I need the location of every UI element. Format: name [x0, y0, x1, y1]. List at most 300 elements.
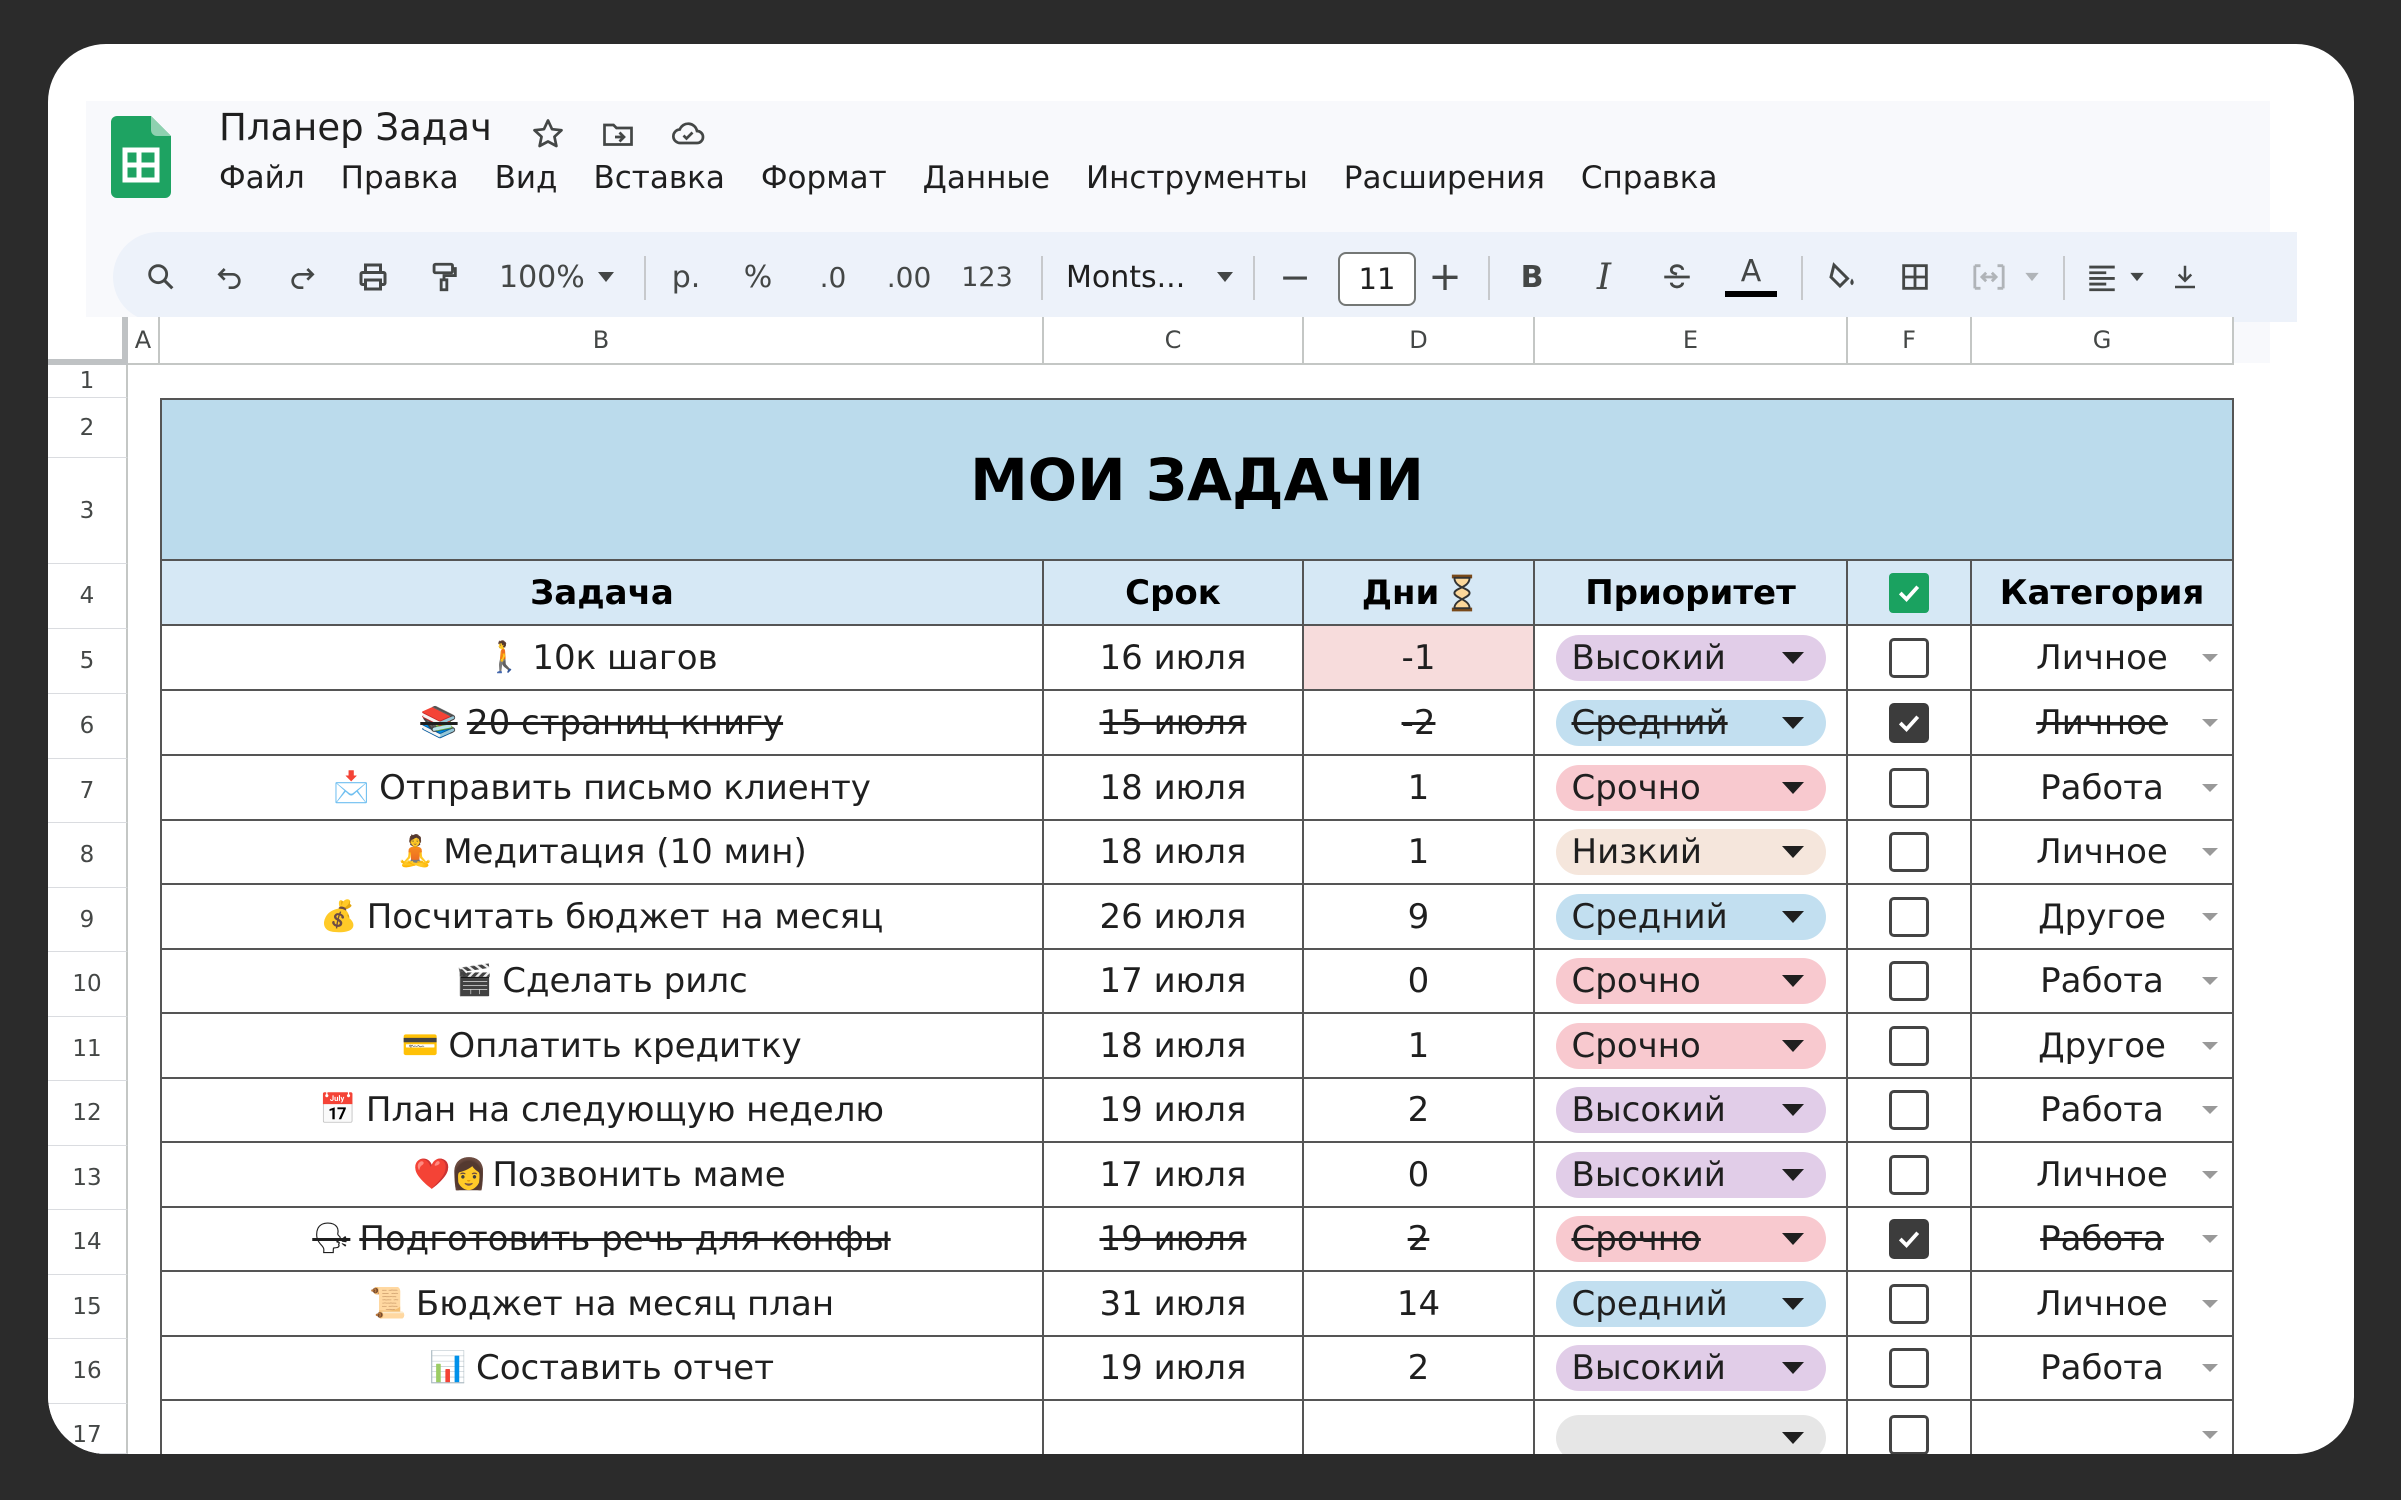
category-dropdown[interactable]: [1972, 1415, 2232, 1454]
toolbar-divider: [1253, 256, 1255, 300]
category-label: Личное: [2036, 831, 2168, 872]
chevron-down-icon: [1782, 1362, 1804, 1374]
header-category[interactable]: Категория: [1972, 561, 2234, 626]
priority-cell[interactable]: [1535, 756, 1848, 821]
done-checkbox-cell: [1848, 691, 1972, 756]
vertical-align-icon[interactable]: [2165, 232, 2205, 322]
task-emoji: 🗣: [312, 1221, 351, 1256]
table-header-row: [160, 561, 2234, 626]
increase-decimal-label: .00: [886, 260, 932, 294]
menu-tools[interactable]: Инструменты: [1085, 160, 1308, 196]
task-cell[interactable]: [160, 949, 1044, 1014]
priority-cell[interactable]: [1535, 626, 1848, 691]
category-label: Работа: [2040, 767, 2164, 808]
column-header-f[interactable]: F: [1848, 317, 1972, 365]
task-emoji: 📊: [429, 1350, 467, 1385]
done-checkbox-cell: [1848, 626, 1972, 691]
done-checkbox-cell: [1848, 949, 1972, 1014]
priority-cell[interactable]: [1535, 691, 1848, 756]
task-cell[interactable]: [160, 1078, 1044, 1143]
category-label: Работа: [2040, 960, 2164, 1001]
increase-font-size-button[interactable]: [1423, 232, 1467, 322]
bold-label: B: [1520, 259, 1544, 295]
task-emoji: 🧘: [396, 834, 434, 869]
task-cell[interactable]: [160, 885, 1044, 950]
priority-dropdown[interactable]: [1556, 1087, 1826, 1133]
priority-dropdown[interactable]: [1556, 1281, 1826, 1327]
category-cell[interactable]: [1972, 1078, 2234, 1143]
row-header-14[interactable]: 14: [48, 1210, 128, 1275]
priority-cell[interactable]: [1535, 1078, 1848, 1143]
italic-label: I: [1596, 256, 1612, 298]
days-left-cell[interactable]: 2: [1304, 1207, 1535, 1272]
due-date-cell[interactable]: 15 июля: [1044, 691, 1304, 756]
decrease-decimal-button[interactable]: [808, 232, 858, 322]
checkbox[interactable]: [1889, 1348, 1929, 1388]
chevron-down-icon: [2202, 1431, 2218, 1439]
more-formats-label: 123: [961, 261, 1013, 293]
menu-help[interactable]: Справка: [1580, 160, 1718, 196]
days-left-cell[interactable]: -2: [1304, 691, 1535, 756]
italic-button[interactable]: [1582, 232, 1626, 322]
priority-label: Низкий: [1571, 831, 1702, 872]
chevron-down-icon: [2202, 913, 2218, 921]
checkbox[interactable]: [1889, 1155, 1929, 1195]
priority-dropdown[interactable]: [1556, 1023, 1826, 1069]
due-date-cell[interactable]: 18 июля: [1044, 820, 1304, 885]
header-priority[interactable]: Приоритет: [1535, 561, 1848, 626]
priority-cell[interactable]: [1535, 949, 1848, 1014]
empty-cell[interactable]: [1044, 1401, 1304, 1454]
chevron-down-icon: [1782, 1432, 1804, 1444]
due-date-cell[interactable]: 31 июля: [1044, 1272, 1304, 1337]
due-date-cell[interactable]: 19 июля: [1044, 1078, 1304, 1143]
header-done[interactable]: [1848, 561, 1972, 626]
priority-dropdown[interactable]: [1556, 700, 1826, 746]
table-row: [160, 820, 2234, 885]
chevron-down-icon: [2202, 848, 2218, 856]
chevron-down-icon[interactable]: [2019, 232, 2045, 322]
priority-cell[interactable]: [1535, 1272, 1848, 1337]
category-dropdown[interactable]: [1972, 703, 2232, 743]
due-date-cell[interactable]: 17 июля: [1044, 1143, 1304, 1208]
category-dropdown[interactable]: [1972, 1090, 2232, 1130]
category-label: Личное: [2036, 1154, 2168, 1195]
days-left-cell[interactable]: 2: [1304, 1078, 1535, 1143]
chevron-down-icon: [1782, 1169, 1804, 1181]
font-name: Monts...: [1066, 259, 1186, 295]
due-date-cell[interactable]: 16 июля: [1044, 626, 1304, 691]
column-header-g[interactable]: G: [1972, 317, 2234, 365]
toolbar-divider: [2063, 256, 2065, 300]
task-cell[interactable]: [160, 691, 1044, 756]
checkbox[interactable]: [1889, 1026, 1929, 1066]
table-row: [160, 1143, 2234, 1208]
done-checkbox-cell: [1848, 885, 1972, 950]
priority-label: Средний: [1571, 702, 1728, 743]
check-icon: [1894, 1224, 1924, 1254]
empty-cell[interactable]: [160, 1401, 1044, 1454]
done-checkbox-cell: [1848, 1336, 1972, 1401]
checkbox[interactable]: [1889, 638, 1929, 678]
text-color-label: A: [1740, 254, 1762, 289]
bold-button[interactable]: [1510, 232, 1554, 322]
priority-cell[interactable]: [1535, 820, 1848, 885]
task-text: Бюджет на месяц план: [415, 1283, 835, 1324]
category-dropdown[interactable]: [1972, 1348, 2232, 1388]
more-formats-button[interactable]: [958, 232, 1016, 322]
done-checkbox-cell: [1848, 1078, 1972, 1143]
category-dropdown[interactable]: [1972, 1219, 2232, 1259]
column-header-d[interactable]: D: [1304, 317, 1535, 365]
category-cell[interactable]: [1972, 1207, 2234, 1272]
zoom-value: 100%: [499, 259, 585, 295]
category-cell[interactable]: [1972, 1014, 2234, 1079]
done-checkbox-cell: [1848, 756, 1972, 821]
row-header-9[interactable]: 9: [48, 888, 128, 952]
done-checkbox-cell: [1848, 1014, 1972, 1079]
category-dropdown[interactable]: [1972, 768, 2232, 808]
row-header-3[interactable]: 3: [48, 458, 128, 564]
text-color-button[interactable]: [1723, 232, 1779, 322]
task-cell[interactable]: [160, 626, 1044, 691]
redo-icon[interactable]: [279, 232, 325, 322]
zoom-select[interactable]: [499, 232, 591, 322]
priority-dropdown[interactable]: [1556, 765, 1826, 811]
chevron-down-icon: [2202, 1364, 2218, 1372]
row-header-2[interactable]: 2: [48, 398, 128, 458]
font-select[interactable]: [1066, 232, 1196, 322]
priority-label: Средний: [1571, 896, 1728, 937]
category-cell[interactable]: [1972, 756, 2234, 821]
menu-file[interactable]: Файл: [219, 160, 305, 196]
task-cell[interactable]: [160, 1207, 1044, 1272]
header-due[interactable]: Срок: [1044, 561, 1304, 626]
priority-cell[interactable]: [1535, 1336, 1848, 1401]
column-header-a[interactable]: A: [128, 317, 160, 365]
paint-format-icon[interactable]: [421, 232, 467, 322]
table-row-empty: [160, 1401, 2234, 1454]
check-mark-icon: [1889, 573, 1929, 613]
row-header-10[interactable]: 10: [48, 952, 128, 1017]
category-cell[interactable]: [1972, 1143, 2234, 1208]
due-date-cell[interactable]: 26 июля: [1044, 885, 1304, 950]
priority-cell[interactable]: [1535, 885, 1848, 950]
checkbox[interactable]: [1889, 961, 1929, 1001]
table-row: [160, 1207, 2234, 1272]
spreadsheet-grid: [48, 317, 2354, 1454]
checkbox[interactable]: [1889, 1415, 1929, 1454]
checkbox[interactable]: [1889, 832, 1929, 872]
task-text: Медитация (10 мин): [443, 831, 807, 872]
task-emoji: ❤️👩: [412, 1157, 488, 1192]
chevron-down-icon: [2202, 1171, 2218, 1179]
fill-color-icon[interactable]: [1819, 232, 1867, 322]
checkbox[interactable]: [1889, 897, 1929, 937]
priority-label: Высокий: [1571, 1347, 1726, 1388]
select-all-corner[interactable]: [48, 317, 128, 365]
menu-extensions[interactable]: Расширения: [1343, 160, 1545, 196]
priority-dropdown[interactable]: [1556, 1216, 1826, 1262]
decrease-decimal-label: .0: [819, 260, 847, 294]
priority-label: Срочно: [1571, 1025, 1701, 1066]
priority-dropdown[interactable]: [1556, 1415, 1826, 1454]
task-emoji: 💰: [320, 899, 358, 934]
percent-format-button[interactable]: [736, 232, 780, 322]
menu-format[interactable]: Формат: [760, 160, 887, 196]
document-title[interactable]: Планер Задач: [219, 106, 492, 149]
empty-cell[interactable]: [1304, 1401, 1535, 1454]
chevron-down-icon: [2202, 1106, 2218, 1114]
task-emoji: 🎬: [455, 963, 493, 998]
category-label: Другое: [2038, 1025, 2166, 1066]
chevron-down-icon: [1782, 1233, 1804, 1245]
chevron-down-icon: [2202, 784, 2218, 792]
category-label: Личное: [2036, 702, 2168, 743]
days-left-cell[interactable]: 2: [1304, 1336, 1535, 1401]
toolbar: [113, 232, 2297, 322]
chevron-down-icon: [1782, 1040, 1804, 1052]
row-header-7[interactable]: 7: [48, 759, 128, 823]
check-icon: [1894, 708, 1924, 738]
table-row: [160, 885, 2234, 950]
category-dropdown[interactable]: [1972, 1026, 2232, 1066]
sheet-banner-title: МОИ ЗАДАЧИ: [160, 398, 2234, 561]
done-checkbox-cell: [1848, 820, 1972, 885]
due-date-cell[interactable]: 18 июля: [1044, 1014, 1304, 1079]
task-emoji: 🚶: [485, 640, 524, 675]
menu-view[interactable]: Вид: [494, 160, 558, 196]
days-left-cell[interactable]: 0: [1304, 949, 1535, 1014]
checkbox-checked[interactable]: [1889, 703, 1929, 743]
priority-cell[interactable]: [1535, 1207, 1848, 1272]
category-dropdown[interactable]: [1972, 1284, 2232, 1324]
align-left-icon[interactable]: [2079, 232, 2125, 322]
category-label: Личное: [2036, 637, 2168, 678]
checkbox[interactable]: [1889, 1090, 1929, 1130]
category-cell[interactable]: [1972, 949, 2234, 1014]
row-header-5[interactable]: 5: [48, 629, 128, 694]
category-dropdown[interactable]: [1972, 638, 2232, 678]
checkbox[interactable]: [1889, 1284, 1929, 1324]
task-text: Сделать рилс: [502, 960, 748, 1001]
task-emoji: 📅: [319, 1092, 357, 1127]
task-text: Позвонить маме: [492, 1154, 786, 1195]
menu-insert[interactable]: Вставка: [593, 160, 725, 196]
task-text: План на следующую неделю: [365, 1089, 885, 1130]
table-row: [160, 1272, 2234, 1337]
minus-label: −: [1279, 255, 1311, 299]
row-header-13[interactable]: 13: [48, 1146, 128, 1210]
menu-data[interactable]: Данные: [922, 160, 1050, 196]
font-size-input[interactable]: 11: [1338, 252, 1416, 306]
task-text: 20 страниц книгу: [466, 702, 784, 743]
chevron-down-icon: [2202, 1300, 2218, 1308]
task-text: Подготовить речь для конфы: [359, 1218, 891, 1259]
row-header-15[interactable]: 15: [48, 1275, 128, 1339]
chevron-down-icon: [1782, 911, 1804, 923]
days-left-cell[interactable]: 1: [1304, 756, 1535, 821]
category-dropdown[interactable]: [1972, 897, 2232, 937]
row-header-8[interactable]: 8: [48, 823, 128, 888]
row-header-17[interactable]: 17: [48, 1404, 128, 1454]
hourglass-icon: [1449, 574, 1475, 612]
merge-cells-icon[interactable]: [1959, 232, 2019, 322]
chevron-down-icon[interactable]: [591, 232, 621, 322]
move-folder-icon[interactable]: [598, 114, 638, 154]
priority-cell[interactable]: [1535, 1143, 1848, 1208]
task-emoji: 📜: [369, 1286, 407, 1321]
priority-label: Высокий: [1571, 637, 1726, 678]
row-header-12[interactable]: 12: [48, 1081, 128, 1146]
chevron-down-icon: [2202, 1042, 2218, 1050]
category-dropdown[interactable]: [1972, 832, 2232, 872]
category-dropdown[interactable]: [1972, 961, 2232, 1001]
category-cell[interactable]: [1972, 885, 2234, 950]
priority-dropdown[interactable]: [1556, 635, 1826, 681]
task-cell[interactable]: [160, 1272, 1044, 1337]
empty-cell[interactable]: [1848, 1401, 1972, 1454]
chevron-down-icon: [1782, 782, 1804, 794]
priority-label: Срочно: [1571, 1218, 1701, 1259]
chevron-down-icon[interactable]: [1210, 232, 1240, 322]
task-cell[interactable]: [160, 1143, 1044, 1208]
borders-icon[interactable]: [1891, 232, 1939, 322]
task-text: 10к шагов: [532, 637, 718, 678]
currency-label: р.: [671, 259, 701, 295]
toolbar-divider: [1488, 256, 1490, 300]
toolbar-divider: [1801, 256, 1803, 300]
row-header-4[interactable]: 4: [48, 564, 128, 629]
days-left-cell[interactable]: 9: [1304, 885, 1535, 950]
column-header-e[interactable]: E: [1535, 317, 1848, 365]
done-checkbox-cell: [1848, 1207, 1972, 1272]
increase-decimal-button[interactable]: [881, 232, 937, 322]
task-text: Составить отчет: [475, 1347, 775, 1388]
days-left-cell[interactable]: 1: [1304, 1014, 1535, 1079]
column-header-c[interactable]: C: [1044, 317, 1304, 365]
percent-label: %: [743, 259, 773, 295]
priority-dropdown[interactable]: [1556, 958, 1826, 1004]
task-text: Оплатить кредитку: [448, 1025, 802, 1066]
chevron-down-icon: [1782, 975, 1804, 987]
chevron-down-icon[interactable]: [2125, 232, 2149, 322]
category-cell[interactable]: [1972, 1272, 2234, 1337]
days-left-cell[interactable]: 0: [1304, 1143, 1535, 1208]
header-days-label: Дни: [1361, 572, 1440, 613]
priority-dropdown[interactable]: [1556, 1152, 1826, 1198]
category-label: Работа: [2040, 1089, 2164, 1130]
empty-cell[interactable]: [1972, 1401, 2234, 1454]
category-cell[interactable]: [1972, 626, 2234, 691]
category-cell[interactable]: [1972, 820, 2234, 885]
due-date-cell[interactable]: 19 июля: [1044, 1207, 1304, 1272]
cloud-saved-icon[interactable]: [668, 114, 708, 154]
empty-cell[interactable]: [1535, 1401, 1848, 1454]
table-row: [160, 691, 2234, 756]
task-emoji: 📩: [332, 770, 370, 805]
priority-label: Срочно: [1571, 960, 1701, 1001]
row-header-11[interactable]: 11: [48, 1017, 128, 1081]
task-emoji: 📚: [420, 705, 458, 740]
strikethrough-icon[interactable]: [1654, 232, 1700, 322]
currency-format-button[interactable]: [664, 232, 708, 322]
toolbar-divider: [1041, 256, 1043, 300]
chevron-down-icon: [2202, 1235, 2218, 1243]
row-header-16[interactable]: 16: [48, 1339, 128, 1404]
print-icon[interactable]: [350, 232, 396, 322]
category-label: Другое: [2038, 896, 2166, 937]
chevron-down-icon: [2202, 719, 2218, 727]
category-label: Работа: [2040, 1218, 2164, 1259]
category-cell[interactable]: [1972, 691, 2234, 756]
table-row: [160, 626, 2234, 691]
task-text: Отправить письмо клиенту: [379, 767, 871, 808]
due-date-cell[interactable]: 19 июля: [1044, 1336, 1304, 1401]
task-cell[interactable]: [160, 1336, 1044, 1401]
header-task[interactable]: Задача: [160, 561, 1044, 626]
checkbox-checked[interactable]: [1889, 1219, 1929, 1259]
decrease-font-size-button[interactable]: [1273, 232, 1317, 322]
table-row: [160, 949, 2234, 1014]
column-header-b[interactable]: B: [160, 317, 1044, 365]
menu-bar: [219, 160, 1717, 196]
table-row: [160, 1078, 2234, 1143]
priority-dropdown[interactable]: [1556, 1345, 1826, 1391]
chevron-down-icon: [1782, 846, 1804, 858]
text-color-swatch: [1725, 291, 1777, 297]
undo-icon[interactable]: [207, 232, 253, 322]
table-row: [160, 1014, 2234, 1079]
category-cell[interactable]: [1972, 1336, 2234, 1401]
due-date-cell[interactable]: 17 июля: [1044, 949, 1304, 1014]
task-emoji: 💳: [401, 1028, 440, 1063]
task-cell[interactable]: [160, 820, 1044, 885]
days-left-cell[interactable]: 1: [1304, 820, 1535, 885]
days-left-cell[interactable]: 14: [1304, 1272, 1535, 1337]
search-icon[interactable]: [135, 232, 187, 322]
header-days[interactable]: [1304, 561, 1535, 626]
toolbar-divider: [644, 256, 646, 300]
task-cell[interactable]: [160, 1014, 1044, 1079]
priority-dropdown[interactable]: [1556, 829, 1826, 875]
priority-dropdown[interactable]: [1556, 894, 1826, 940]
plus-label: +: [1428, 254, 1462, 300]
row-header-1[interactable]: 1: [48, 365, 128, 398]
chevron-down-icon: [2202, 977, 2218, 985]
category-dropdown[interactable]: [1972, 1155, 2232, 1195]
chevron-down-icon: [1782, 1298, 1804, 1310]
done-checkbox-cell: [1848, 1143, 1972, 1208]
chevron-down-icon: [1782, 717, 1804, 729]
priority-label: Средний: [1571, 1283, 1728, 1324]
task-cell[interactable]: [160, 756, 1044, 821]
category-label: Личное: [2036, 1283, 2168, 1324]
chevron-down-icon: [1782, 1104, 1804, 1116]
days-left-cell[interactable]: -1: [1304, 626, 1535, 691]
app-window: [48, 44, 2354, 1454]
row-header-6[interactable]: 6: [48, 694, 128, 759]
due-date-cell[interactable]: 18 июля: [1044, 756, 1304, 821]
sheets-logo-icon[interactable]: [111, 116, 171, 198]
table-row: [160, 1336, 2234, 1401]
priority-cell[interactable]: [1535, 1014, 1848, 1079]
table-row: [160, 756, 2234, 821]
checkbox[interactable]: [1889, 768, 1929, 808]
priority-label: Высокий: [1571, 1154, 1726, 1195]
star-icon[interactable]: [528, 114, 568, 154]
menu-edit[interactable]: Правка: [340, 160, 459, 196]
